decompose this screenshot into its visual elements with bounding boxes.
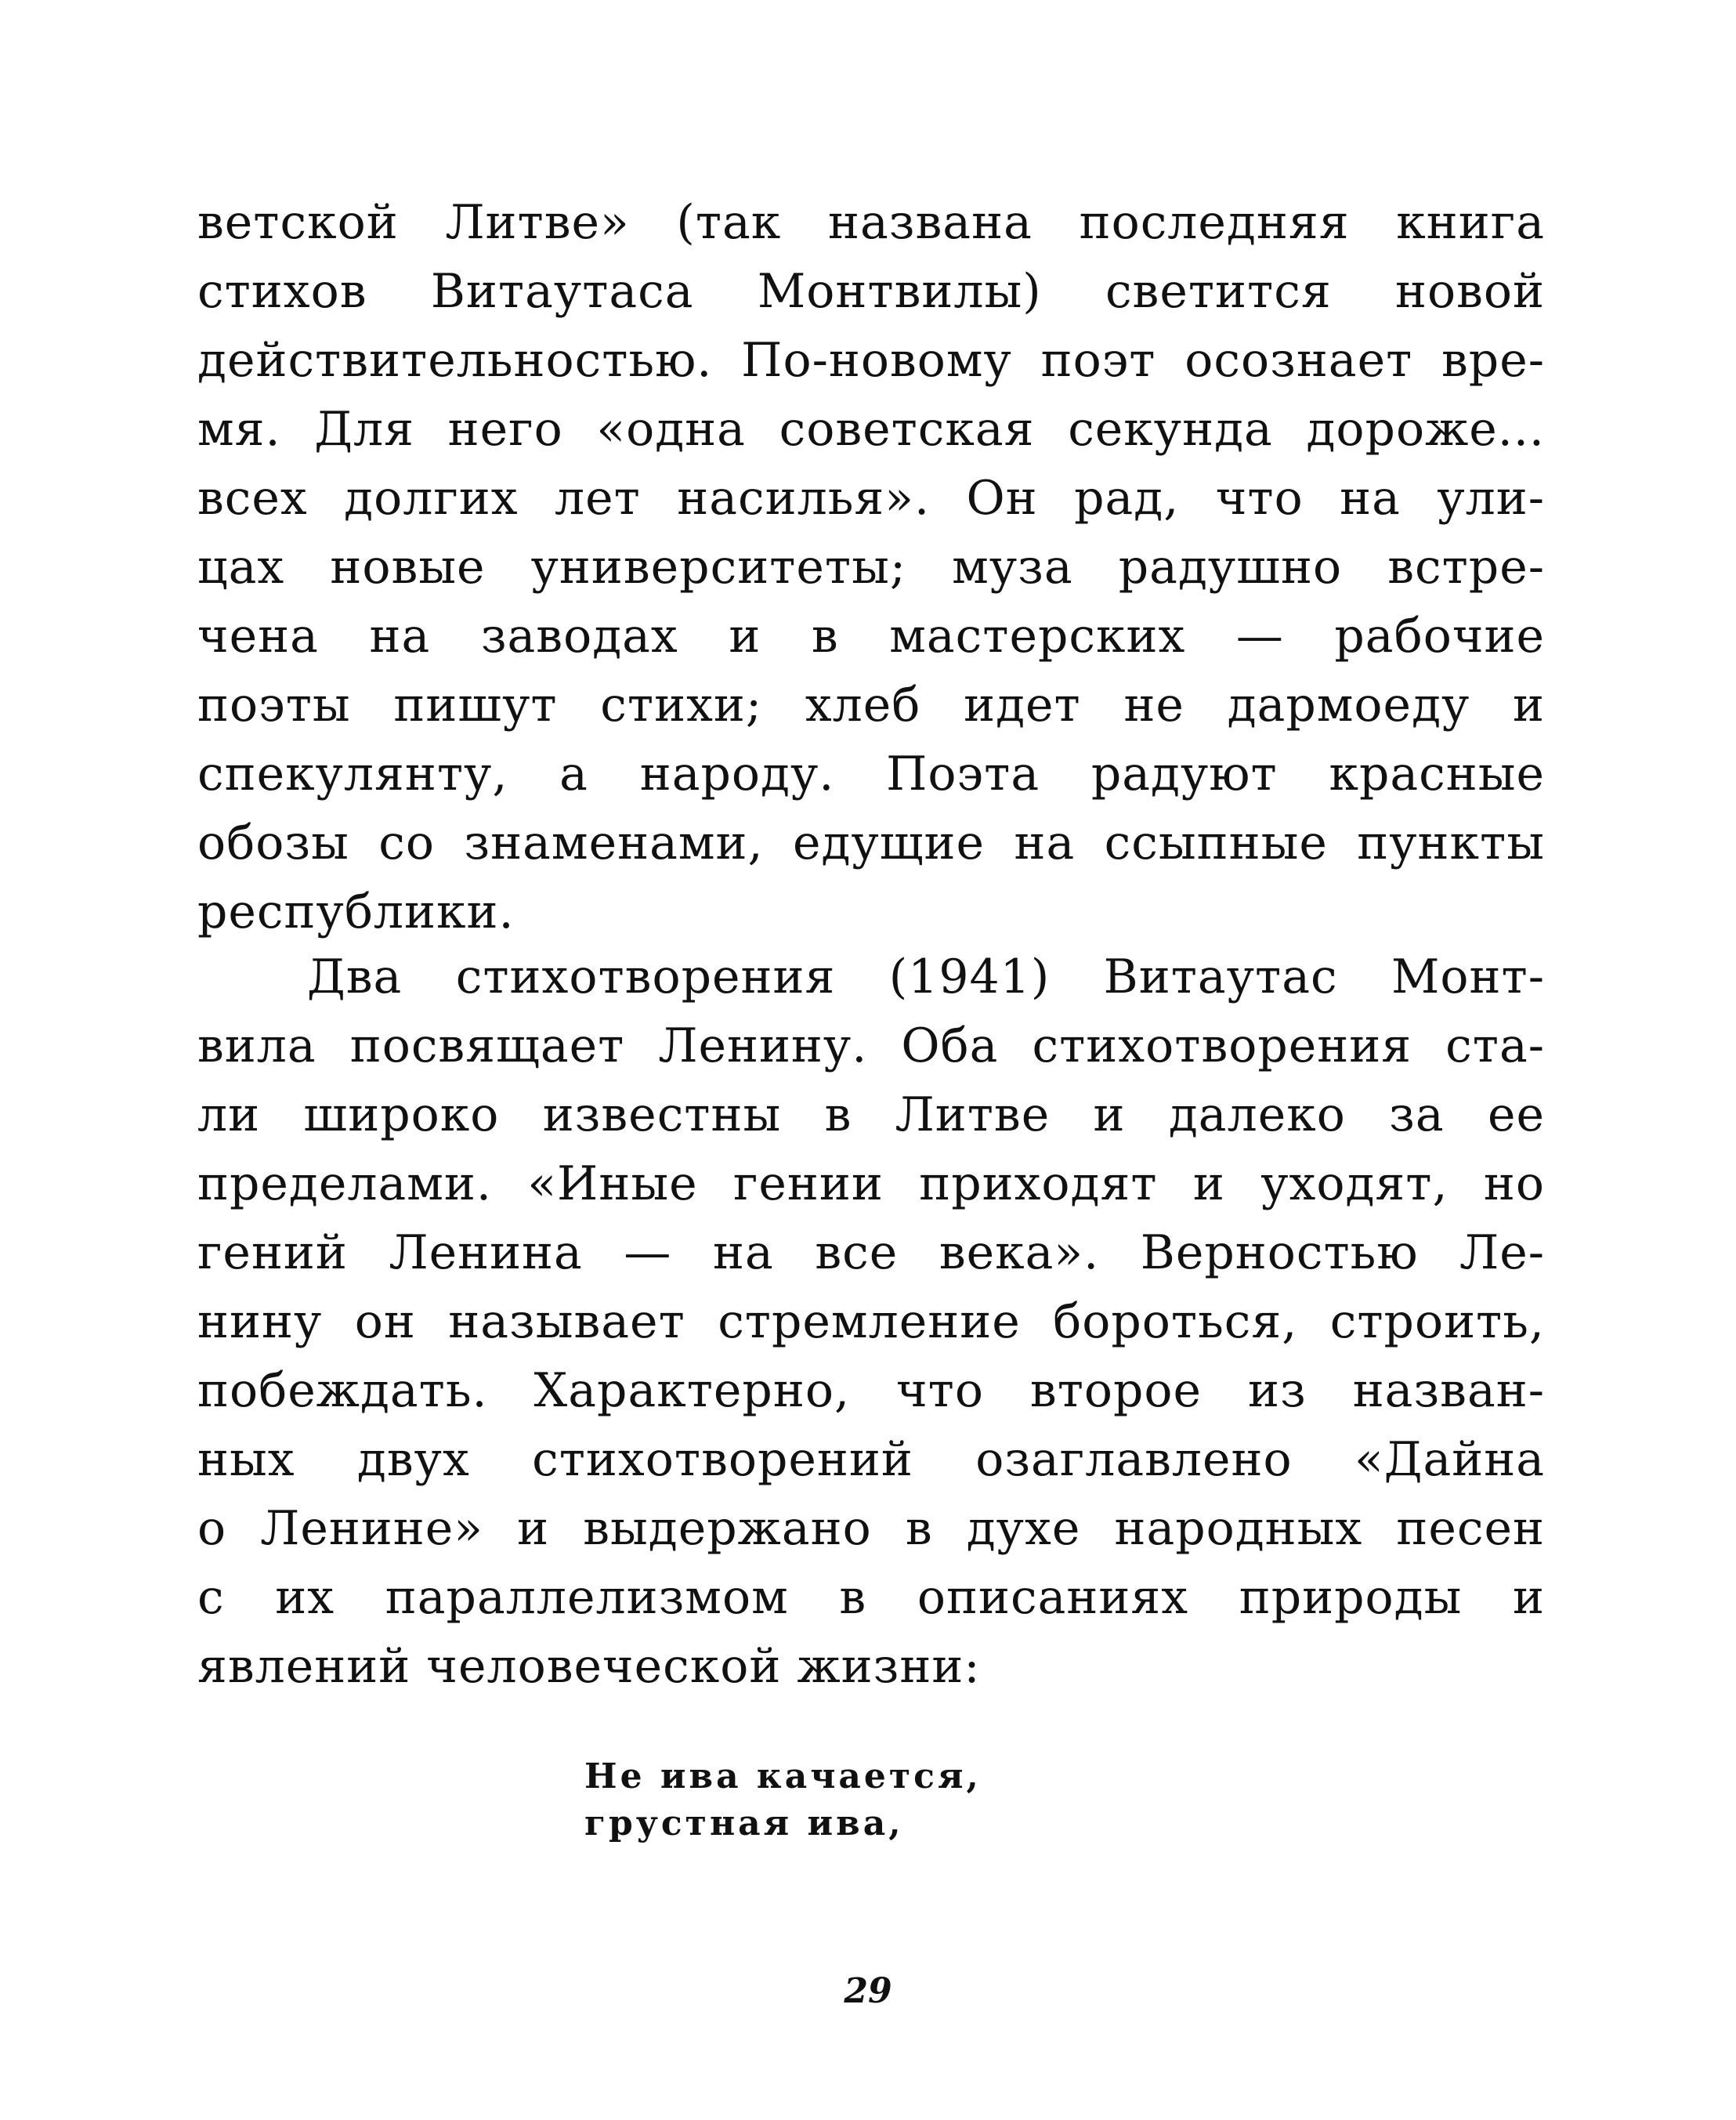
page-number: 29 xyxy=(844,1971,892,2011)
text-line: гений Ленина — на все века». Верностью Ле- xyxy=(197,1225,1545,1280)
text-line: республики. xyxy=(197,885,515,939)
text-line: поэты пишут стихи; хлеб идет не дармоеду и xyxy=(197,678,1545,733)
text-line: мя. Для него «одна советская секунда дороже... xyxy=(197,402,1545,457)
text-line: стихов Витаутаса Монтвилы) светится новой xyxy=(197,264,1545,319)
verse-quote xyxy=(584,1753,1211,1847)
text-line: ветской Литве» (так названа последняя книга xyxy=(197,195,1545,250)
text-line: ных двух стихотворений озаглавлено «Дайна xyxy=(197,1432,1545,1487)
text-line: пределами. «Иные гении приходят и уходят, но xyxy=(197,1156,1545,1211)
text-line: цах новые университеты; муза радушно встре- xyxy=(197,540,1545,595)
text-line: Два стихотворения (1941) Витаутас Монт- xyxy=(307,950,1545,1004)
text-line: о Ленине» и выдержано в духе народных песен xyxy=(197,1501,1545,1556)
paragraph-1 xyxy=(197,188,1545,946)
text-line: вила посвящает Ленину. Оба стихотворения ста- xyxy=(197,1018,1545,1073)
text-line: действительностью. По-новому поэт осознает вре- xyxy=(197,333,1545,388)
text-line: побеждать. Характерно, что второе из назван- xyxy=(197,1363,1545,1418)
text-line: обозы со знаменами, едущие на ссыпные пункты xyxy=(197,816,1545,870)
text-line: с их параллелизмом в описаниях природы и xyxy=(197,1570,1545,1625)
text-line: явлений человеческой жизни: xyxy=(197,1639,981,1694)
text-line: ли широко известны в Литве и далеко за ее xyxy=(197,1087,1545,1142)
verse-line: грустная ива, xyxy=(584,1803,904,1843)
text-line: всех долгих лет насилья». Он рад, что на ули- xyxy=(197,471,1545,526)
text-line: чена на заводах и в мастерских — рабочие xyxy=(197,609,1545,664)
verse-line: Не ива качается, xyxy=(584,1756,982,1796)
paragraph-2 xyxy=(197,942,1545,1701)
text-line: спекулянту, а народу. Поэта радуют красные xyxy=(197,747,1545,801)
text-line: нину он называет стремление бороться, строить, xyxy=(197,1294,1545,1349)
